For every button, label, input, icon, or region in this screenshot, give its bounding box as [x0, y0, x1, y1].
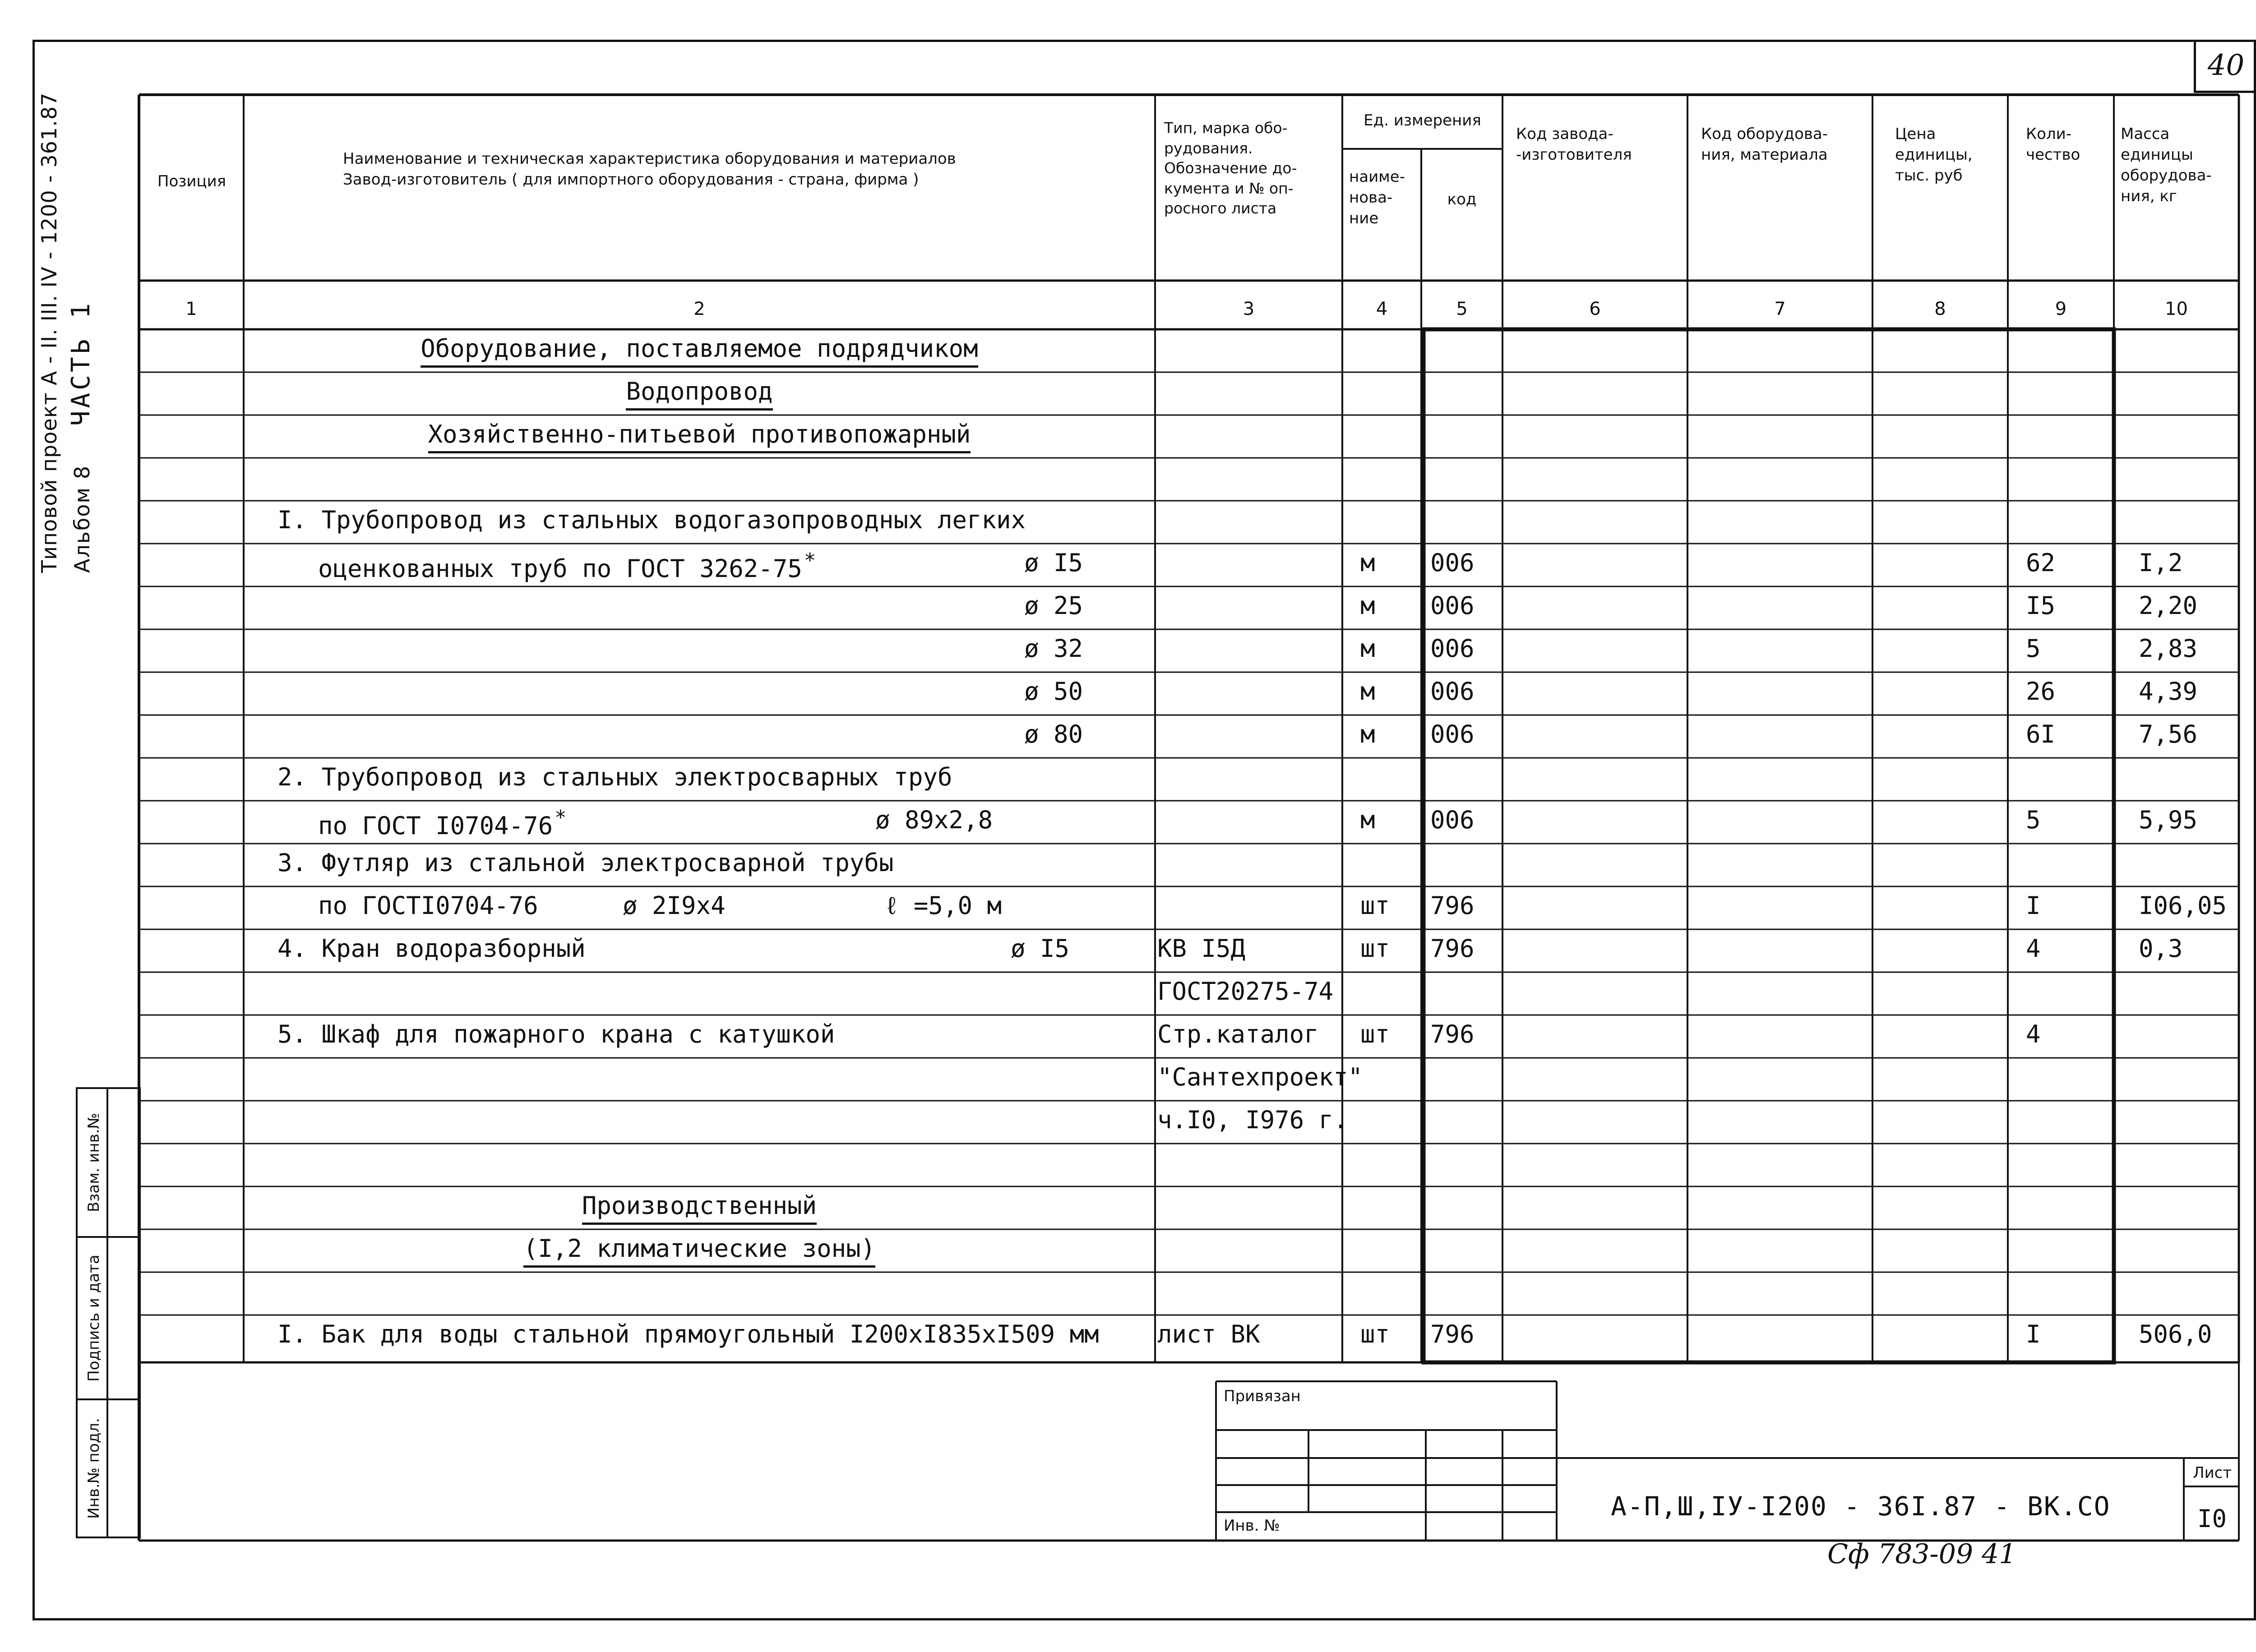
row-unit: шт	[1360, 1020, 1390, 1048]
row-heading	[244, 334, 1155, 363]
column-number: 9	[2055, 299, 2067, 319]
header-name: Наименование и техническая характеристика оборудования и материалов Завод-изготовитель ( для импортного оборудования - страна, фирма )	[343, 150, 956, 189]
album-label: Альбом 8	[70, 465, 94, 573]
row-heading	[244, 1234, 1155, 1263]
row-unit: м	[1360, 677, 1375, 706]
header-price: Цена единицы, тыс. руб	[1895, 125, 1973, 185]
row-spec: ø 89х2,8	[875, 805, 993, 834]
row-unit: м	[1360, 720, 1375, 748]
row-unit-code: 006	[1430, 591, 1475, 620]
handwritten-note: Сф 783-09 41	[1827, 1538, 2016, 1570]
row-unit-code: 796	[1430, 1320, 1475, 1348]
row-type: КВ I5Д	[1157, 934, 1246, 963]
row-type: лист ВК	[1157, 1320, 1260, 1348]
row-spec: ø I5	[1024, 548, 1083, 577]
row-name: 2. Трубопровод из стальных электросварных труб	[277, 762, 952, 791]
row-unit: шт	[1360, 891, 1390, 920]
row-type: ГОСТ20275-74	[1157, 977, 1334, 1006]
heading-text: Хозяйственно-питьевой противопожарный	[428, 420, 971, 453]
row-mass: I06,05	[2139, 891, 2227, 920]
row-unit-code: 796	[1430, 1020, 1475, 1048]
row-spec-length: ℓ =5,0 м	[884, 891, 1002, 920]
row-unit-code: 006	[1430, 634, 1475, 663]
header-equipment-code: Код оборудова- ния, материала	[1701, 125, 1828, 164]
row-quantity: 5	[2026, 805, 2041, 834]
row-unit-code: 006	[1430, 677, 1475, 706]
row-heading	[244, 1191, 1155, 1220]
header-factory-code: Код завода- -изготовителя	[1516, 125, 1632, 164]
row-heading	[244, 379, 1155, 404]
row-quantity: 4	[2026, 934, 2041, 963]
header-unit-name: наиме- нова- ние	[1349, 168, 1405, 227]
column-number: 4	[1376, 299, 1388, 319]
row-unit: шт	[1360, 934, 1390, 963]
row-spec: ø I5	[1011, 934, 1070, 963]
header-unit-code: код	[1447, 190, 1477, 208]
header-mass: Масса единицы оборудова- ния, кг	[2121, 125, 2212, 205]
sheet-label: Лист	[2193, 1464, 2232, 1482]
heading-text: Водопровод	[626, 377, 772, 411]
column-number: 10	[2165, 299, 2188, 319]
sheet-number: I0	[2197, 1504, 2227, 1533]
row-unit: м	[1360, 591, 1375, 620]
column-number: 7	[1774, 299, 1786, 319]
row-spec: ø 25	[1024, 591, 1083, 620]
row-quantity: I	[2026, 891, 2041, 920]
row-name-text: оценкованных труб по ГОСТ 3262-75	[318, 554, 802, 583]
column-number: 1	[185, 299, 197, 319]
row-mass: I,2	[2139, 548, 2183, 577]
row-quantity: I5	[2026, 591, 2056, 620]
heading-text: Оборудование, поставляемое подрядчиком	[421, 334, 978, 368]
row-unit-code: 006	[1430, 548, 1475, 577]
row-unit: м	[1360, 548, 1375, 577]
row-heading	[244, 422, 1155, 447]
header-type: Тип, марка обо- рудования. Обозначение до- кумента и № оп- росного листа	[1164, 119, 1297, 217]
column-number: 8	[1934, 299, 1946, 319]
drawing-code: А-П,Ш,IУ-I200 - 36I.87 - ВК.СО	[1611, 1491, 2111, 1522]
heading-text: (I,2 климатические зоны)	[523, 1234, 875, 1268]
row-unit: шт	[1360, 1320, 1390, 1348]
row-mass: 5,95	[2139, 805, 2198, 834]
row-name: I. Бак для воды стальной прямоугольный I200хI835хI509 мм	[277, 1320, 1099, 1348]
project-title: Типовой проект А - II. III. IV - 1200 - 361.87	[37, 92, 61, 573]
row-unit-code: 006	[1430, 720, 1475, 748]
column-number: 2	[693, 299, 705, 319]
row-mass: 7,56	[2139, 720, 2198, 748]
row-unit-code: 006	[1430, 805, 1475, 834]
row-mass: 2,20	[2139, 591, 2198, 620]
standard-asterisk: *	[555, 806, 567, 829]
row-spec: ø 80	[1024, 720, 1083, 748]
header-position: Позиция	[157, 172, 227, 190]
row-type: ч.I0, I976 г.	[1157, 1105, 1348, 1134]
stamp-replace-inv-label: Взам. инв.№	[85, 1112, 103, 1213]
row-quantity: I	[2026, 1320, 2041, 1348]
row-quantity: 4	[2026, 1020, 2041, 1048]
column-number: 5	[1456, 299, 1468, 319]
row-type: "Сантехпроект"	[1157, 1062, 1363, 1091]
standard-asterisk: *	[804, 549, 816, 572]
row-type: Стр.каталог	[1157, 1020, 1319, 1048]
row-spec: ø 50	[1024, 677, 1083, 706]
inv-label: Инв. №	[1224, 1517, 1280, 1535]
column-number: 3	[1243, 299, 1255, 319]
row-name: 3. Футляр из стальной электросварной трубы	[277, 848, 894, 877]
header-quantity: Коли- чество	[2026, 125, 2080, 164]
row-name: по ГОСТI0704-76	[318, 891, 538, 920]
row-spec: ø 2I9х4	[623, 891, 726, 920]
row-name: 5. Шкаф для пожарного крана с катушкой	[277, 1020, 835, 1048]
row-mass: 4,39	[2139, 677, 2198, 706]
stamp-original-inv-label: Инв.№ подл.	[85, 1418, 103, 1519]
row-mass: 506,0	[2139, 1320, 2212, 1348]
row-name-text: по ГОСТ I0704-76	[318, 811, 553, 840]
row-quantity: 26	[2026, 677, 2056, 706]
row-name	[318, 808, 567, 838]
row-unit: м	[1360, 634, 1375, 663]
row-spec: ø 32	[1024, 634, 1083, 663]
row-unit-code: 796	[1430, 934, 1475, 963]
row-name: I. Трубопровод из стальных водогазопроводных легких	[277, 505, 1026, 534]
row-mass: 0,3	[2139, 934, 2183, 963]
part-label: ЧАСТЬ 1	[66, 300, 96, 426]
row-name: 4. Кран водоразборный	[277, 934, 586, 963]
stamp-signature-date-label: Подпись и дата	[85, 1255, 103, 1382]
page-number: 40	[2194, 40, 2256, 93]
row-unit: м	[1360, 805, 1375, 834]
row-name	[318, 551, 816, 581]
header-unit-group: Ед. измерения	[1364, 111, 1481, 129]
row-mass: 2,83	[2139, 634, 2198, 663]
row-unit-code: 796	[1430, 891, 1475, 920]
row-quantity: 5	[2026, 634, 2041, 663]
row-quantity: 62	[2026, 548, 2056, 577]
column-number: 6	[1589, 299, 1601, 319]
bound-label: Привязан	[1224, 1387, 1301, 1405]
heading-text: Производственный	[582, 1191, 817, 1225]
row-quantity: 6I	[2026, 720, 2056, 748]
